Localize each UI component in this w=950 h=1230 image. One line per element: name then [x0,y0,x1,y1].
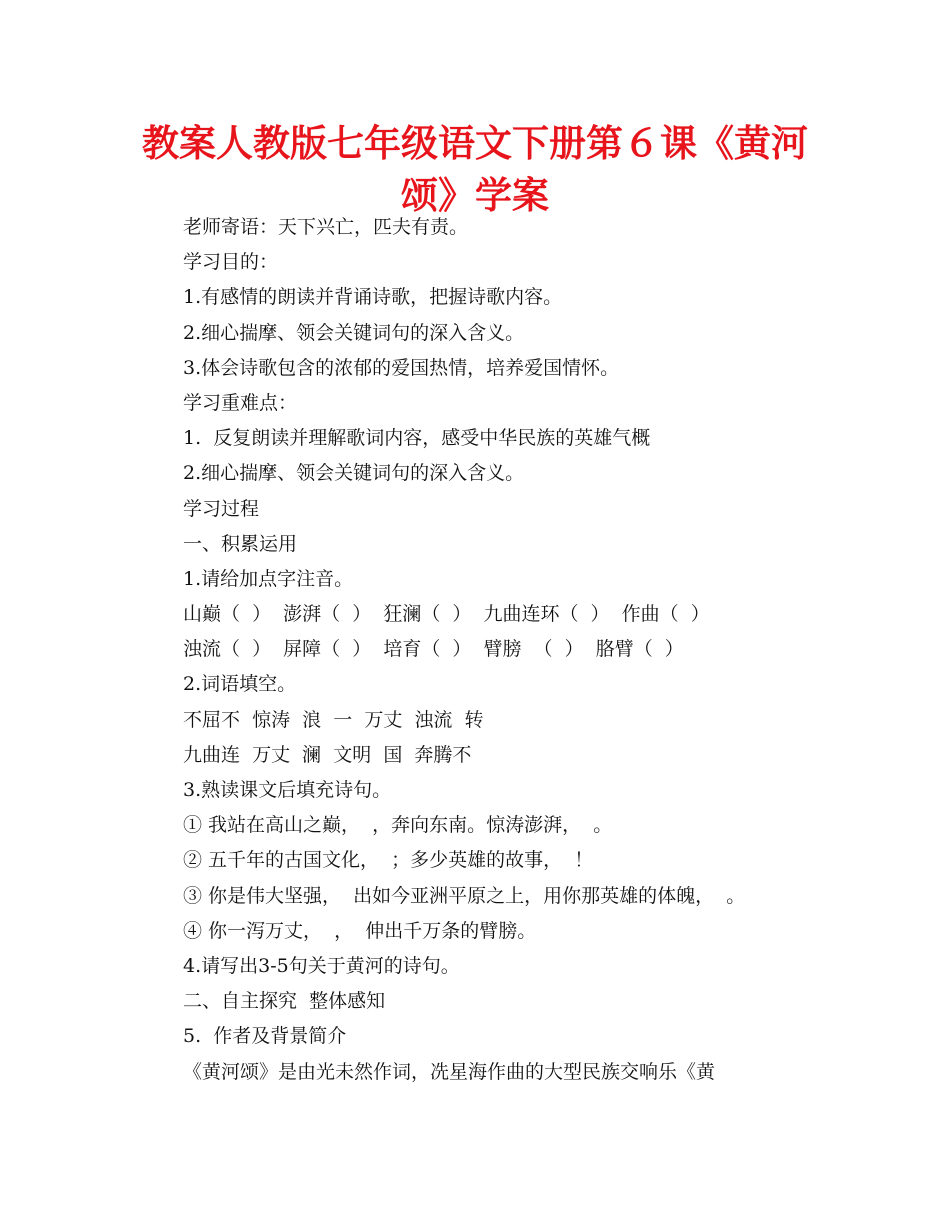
text-line: 5. 作者及背景简介 [183,1025,347,1048]
document-title: 教案人教版七年级语文下册第６课《黄河颂》学案 [142,122,808,217]
text-line: 3.熟读课文后填充诗句。 [183,779,392,801]
text-line: 浊流（ ） 屏障（ ） 培育（ ） 臂膀 （ ） 胳臂（ ） [183,638,684,661]
text-line: 不屈不 惊涛 浪 一 万丈 浊流 转 [183,708,484,731]
text-line: 老师寄语：天下兴亡，匹夫有责。 [183,216,469,238]
text-line: ③ 你是伟大坚强， 出如今亚洲平原之上，用你那英雄的体魄， 。 [183,884,746,907]
text-line: 学习过程 [183,497,260,520]
text-line: 学习重难点： [183,391,298,414]
text-line: ② 五千年的古国文化， ；多少英雄的故事， ！ [183,849,594,872]
text-line: 学习目的： [183,251,279,274]
text-line: 2.细心揣摩、领会关键词句的深入含义。 [183,321,525,344]
text-line: ④ 你一泻万丈， ， 伸出千万条的臂膀。 [183,919,537,942]
text-line: 3.体会诗歌包含的浓郁的爱国热情，培养爱国情怀。 [183,356,620,379]
text-line: 1.有感情的朗读并背诵诗歌，把握诗歌内容。 [183,286,563,309]
text-line: 4.请写出3-5句关于黄河的诗句。 [183,954,460,977]
text-line: 二、自主探究 整体感知 [183,990,386,1013]
text-line: 2.细心揣摩、领会关键词句的深入含义。 [183,462,525,485]
text-line: 1. 反复朗读并理解歌词内容，感受中华民族的英雄气概 [183,427,651,450]
text-line: 一、积累运用 [183,532,298,555]
text-line: 《黄河颂》是由光未然作词，冼星海作曲的大型民族交响乐《黄 [183,1060,716,1083]
text-line: 九曲连 万丈 澜 文明 国 奔腾不 [183,743,472,766]
text-line: ① 我站在高山之巅， ，奔向东南。惊涛澎湃， 。 [183,814,613,837]
text-line: 2.词语填空。 [183,673,297,696]
document-body [183,210,823,1090]
text-line: 1.请给加点字注音。 [183,567,354,590]
text-line: 山巅（ ） 澎湃（ ） 狂澜（ ） 九曲连环（ ） 作曲（ ） [183,603,710,626]
